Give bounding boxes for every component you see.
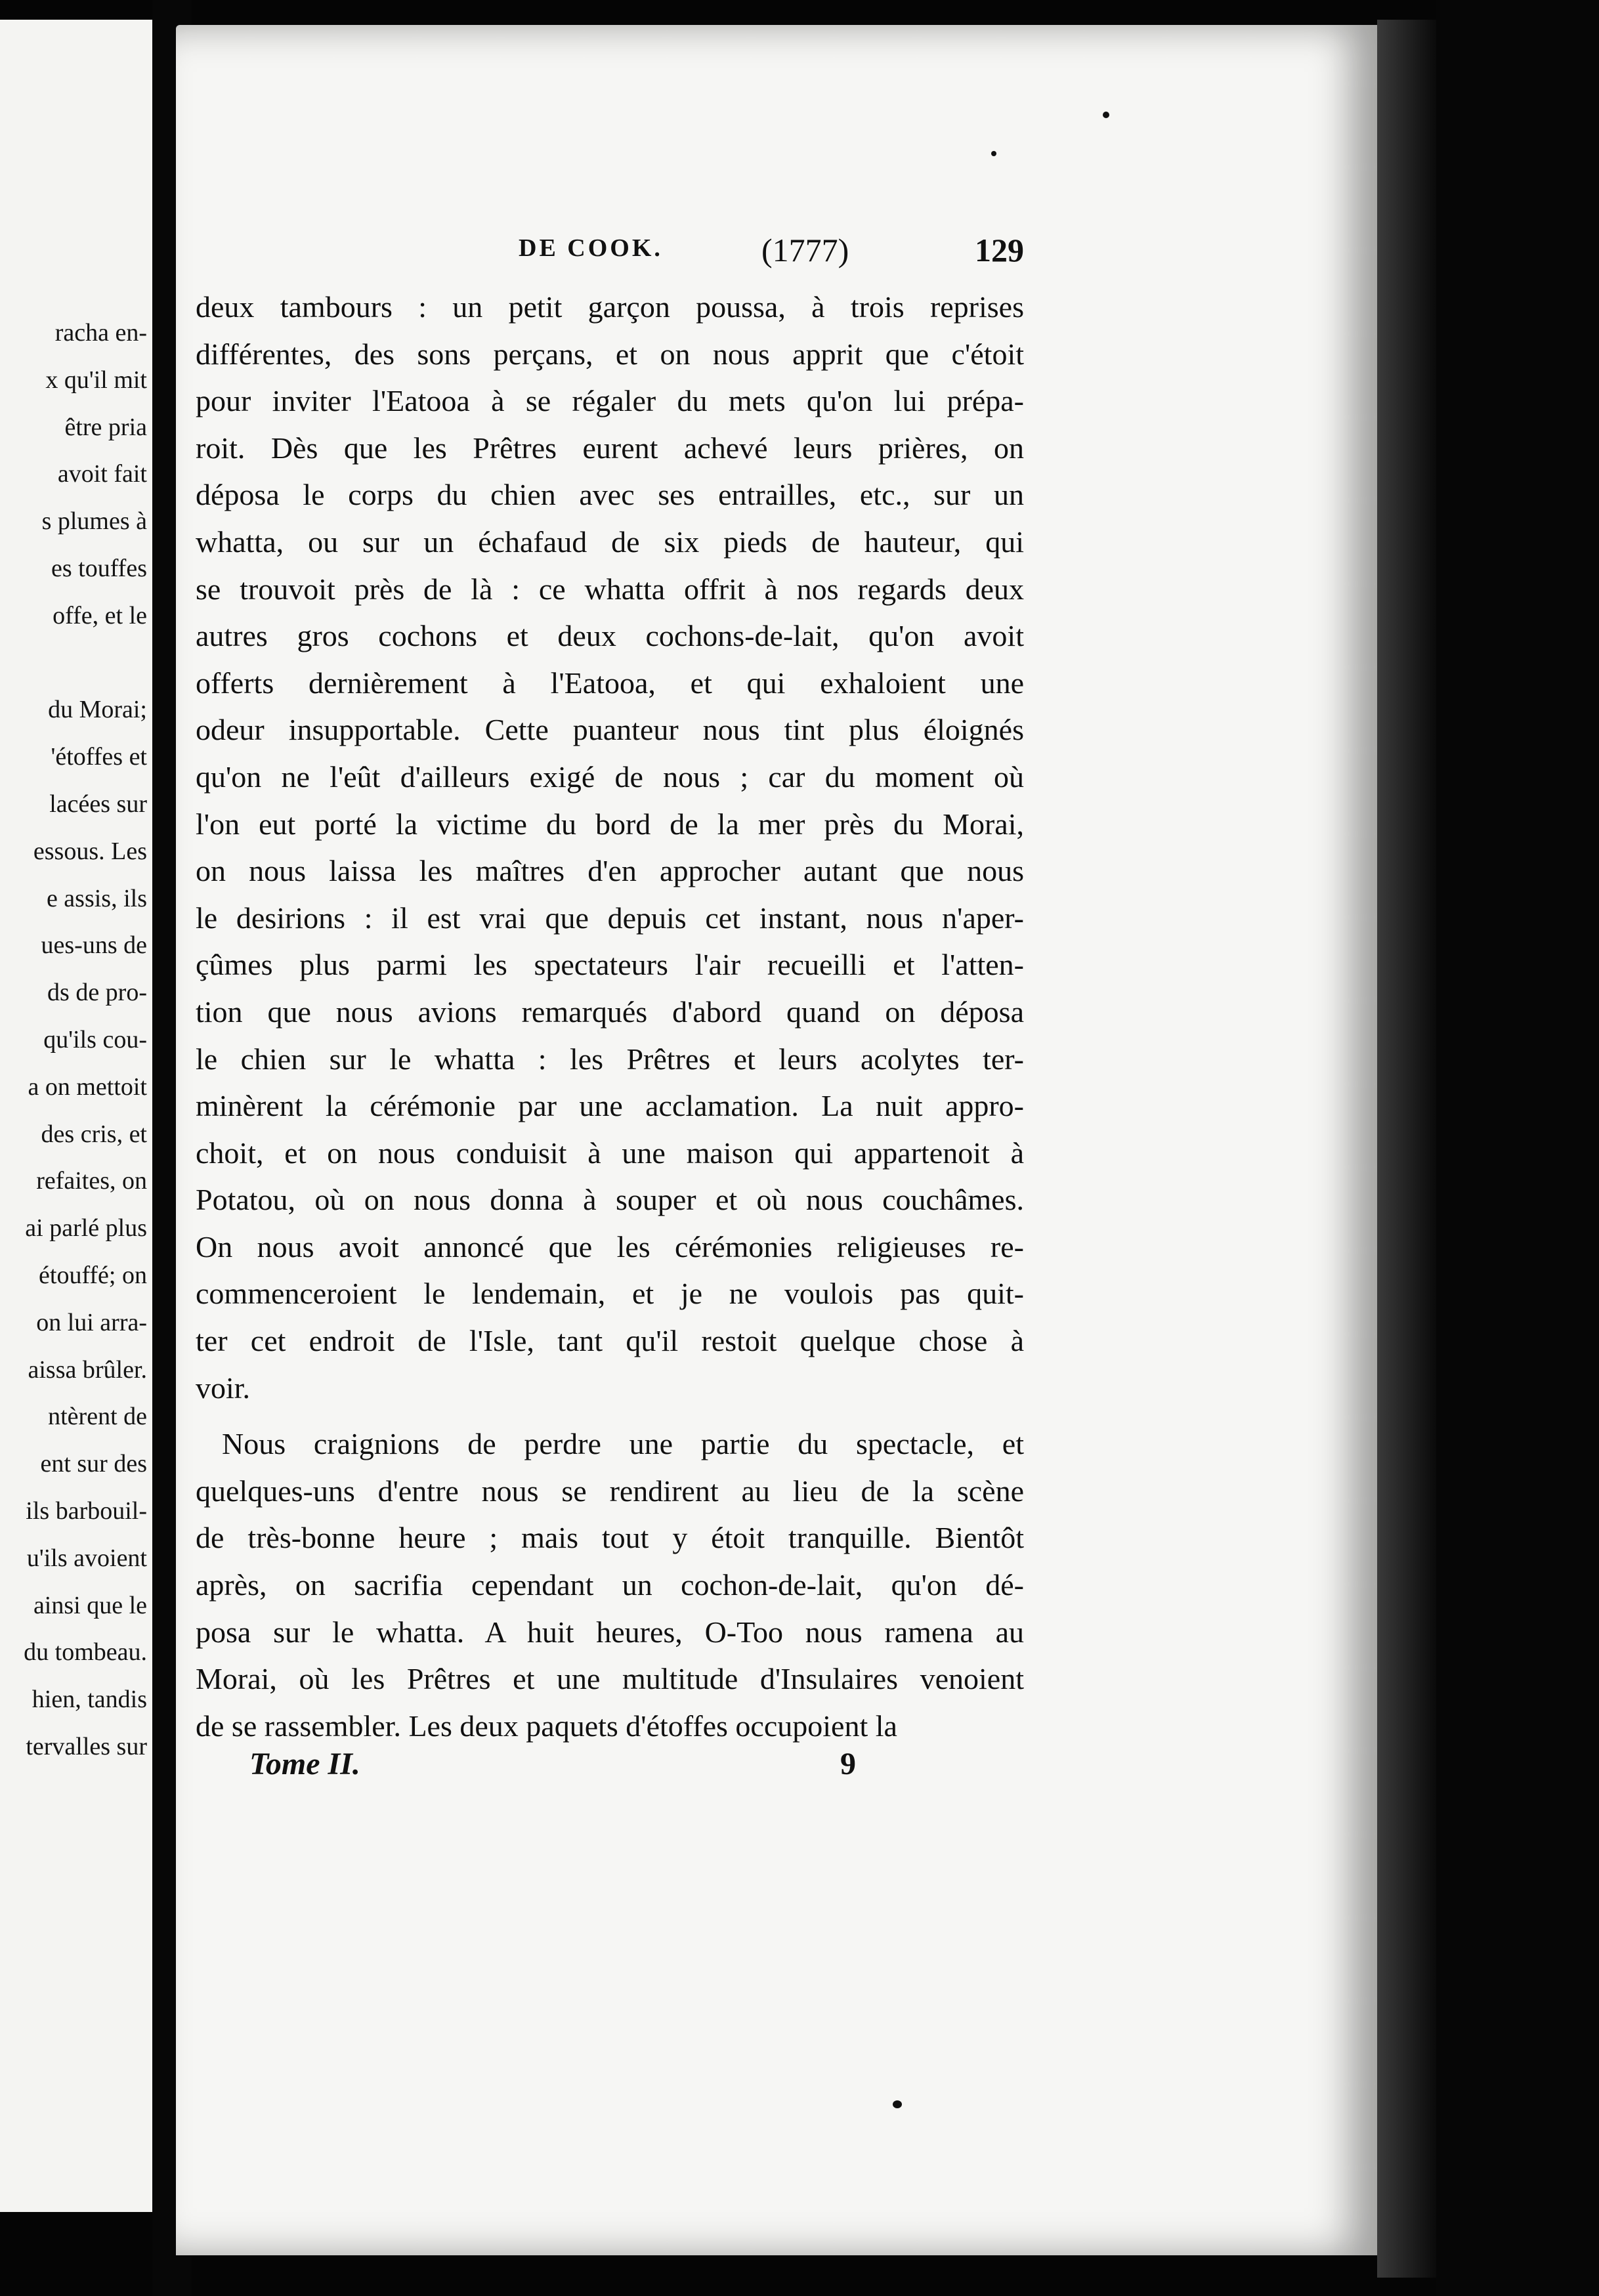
body-line: roit. Dès que les Prêtres eurent achevé leurs prières, on [196, 431, 1024, 465]
page-body [196, 284, 1024, 1749]
previous-page-line: être pria [64, 413, 147, 441]
previous-page-line: a on mettoit [28, 1073, 147, 1101]
body-line: voir. [196, 1371, 251, 1405]
previous-page-line: ai parlé plus [25, 1214, 147, 1243]
body-line: différentes, des sons perçans, et on nous apprit que c'étoit [196, 337, 1024, 371]
body-line: çûmes plus parmi les spectateurs l'air recueilli et l'atten- [196, 948, 1024, 982]
body-line: whatta, ou sur un échafaud de six pieds de hauteur, qui [196, 524, 1024, 559]
header-year: (1777) [761, 232, 849, 268]
body-line: odeur insupportable. Cette puanteur nous tint plus éloignés [196, 713, 1024, 747]
scan-speck [1103, 112, 1109, 118]
previous-page-line: tervalles sur [26, 1732, 147, 1760]
previous-page-line: e assis, ils [46, 884, 147, 912]
page-number: 129 [975, 232, 1024, 268]
previous-page-line: x qu'il mit [45, 366, 147, 394]
previous-page-line: ainsi que le [33, 1591, 147, 1619]
body-line: On nous avoit annoncé que les cérémonies religieuses re- [196, 1229, 1024, 1264]
previous-page-line: u'ils avoient [26, 1544, 147, 1572]
body-line: le chien sur le whatta : les Prêtres et leurs acolytes ter- [196, 1042, 1024, 1076]
previous-page-line: aissa brûler. [28, 1355, 147, 1384]
previous-page-line: lacées sur [49, 790, 147, 818]
body-line: qu'on ne l'eût d'ailleurs exigé de nous ; car du moment où [196, 759, 1024, 794]
body-line: on nous laissa les maîtres d'en approcher autant que nous [196, 854, 1024, 888]
body-line: choit, et on nous conduisit à une maison qui appartenoit à [196, 1136, 1024, 1170]
previous-page-line: du tombeau. [24, 1638, 147, 1667]
body-line: Nous craignions de perdre une partie du spectacle, et [222, 1427, 1024, 1461]
previous-page-line: ils barbouil- [26, 1497, 147, 1525]
previous-page-line: 'étoffes et [51, 743, 147, 771]
page-header [197, 234, 1024, 280]
previous-page-line [0, 640, 147, 687]
previous-page-line: on lui arra- [36, 1308, 147, 1336]
scan-speck [991, 151, 996, 156]
body-line: de se rassembler. Les deux paquets d'étoffes occupoient la [196, 1709, 897, 1743]
page-edge-shadow [1377, 20, 1436, 2278]
previous-page-line: ues-uns de [41, 931, 147, 960]
previous-page-line: ntèrent de [48, 1403, 147, 1431]
previous-page-edge [0, 20, 152, 2212]
previous-page-line: qu'ils cou- [43, 1025, 147, 1053]
body-line: ter cet endroit de l'Isle, tant qu'il restoit quelque chose à [196, 1324, 1024, 1358]
previous-page-line: offe, et le [53, 601, 147, 629]
body-line: après, on sacrifia cependant un cochon-de-lait, qu'on dé- [196, 1568, 1024, 1602]
body-line: de très-bonne heure ; mais tout y étoit tranquille. Bientôt [196, 1521, 1024, 1555]
previous-page-text [0, 310, 147, 1771]
paragraph-gap [196, 1411, 1024, 1420]
body-line: deux tambours : un petit garçon poussa, à trois reprises [196, 290, 1024, 324]
signature-mark: 9 [840, 1747, 856, 1781]
running-title: DE COOK. [519, 234, 663, 262]
previous-page-line: racha en- [54, 319, 147, 347]
body-line: commenceroient le lendemain, et je ne voulois pas quit- [196, 1277, 1024, 1311]
body-line: déposa le corps du chien avec ses entrailles, etc., sur un [196, 478, 1024, 512]
previous-page-line: s plumes à [41, 507, 147, 536]
previous-page-line: refaites, on [36, 1167, 147, 1195]
previous-page-line: ent sur des [40, 1450, 147, 1478]
previous-page-line: avoit fait [57, 460, 147, 488]
body-line: l'on eut porté la victime du bord de la mer près du Morai, [196, 807, 1024, 841]
scan-speck [893, 2100, 902, 2108]
previous-page-line: ds de pro- [47, 979, 147, 1007]
previous-page-line: du Morai; [48, 696, 147, 724]
volume-label: Tome II. [249, 1747, 360, 1781]
body-line: tion que nous avions remarqués d'abord quand on déposa [196, 994, 1024, 1029]
previous-page-line: étouffé; on [39, 1261, 147, 1289]
body-line: posa sur le whatta. A huit heures, O-Too nous ramena au [196, 1615, 1024, 1649]
body-line: quelques-uns d'entre nous se rendirent au lieu de la scène [196, 1474, 1024, 1508]
previous-page-line: essous. Les [33, 837, 147, 865]
previous-page-line: hien, tandis [32, 1686, 147, 1714]
body-line: Morai, où les Prêtres et une multitude d'Insulaires venoient [196, 1662, 1024, 1696]
page-footer [249, 1746, 906, 1792]
body-line: autres gros cochons et deux cochons-de-lait, qu'on avoit [196, 619, 1024, 653]
body-line: le desirions : il est vrai que depuis cet instant, nous n'aper- [196, 901, 1024, 935]
book-cover-edge [1436, 0, 1599, 2296]
body-line: pour inviter l'Eatooa à se régaler du mets qu'on lui prépa- [196, 384, 1024, 418]
body-line: offerts dernièrement à l'Eatooa, et qui exhaloient une [196, 666, 1024, 700]
previous-page-line: es touffes [51, 554, 147, 582]
body-line: minèrent la cérémonie par une acclamation. La nuit appro- [196, 1089, 1024, 1123]
previous-page-line: des cris, et [41, 1120, 147, 1148]
body-line: Potatou, où on nous donna à souper et où nous couchâmes. [196, 1183, 1024, 1217]
body-line: se trouvoit près de là : ce whatta offrit à nos regards deux [196, 572, 1024, 606]
